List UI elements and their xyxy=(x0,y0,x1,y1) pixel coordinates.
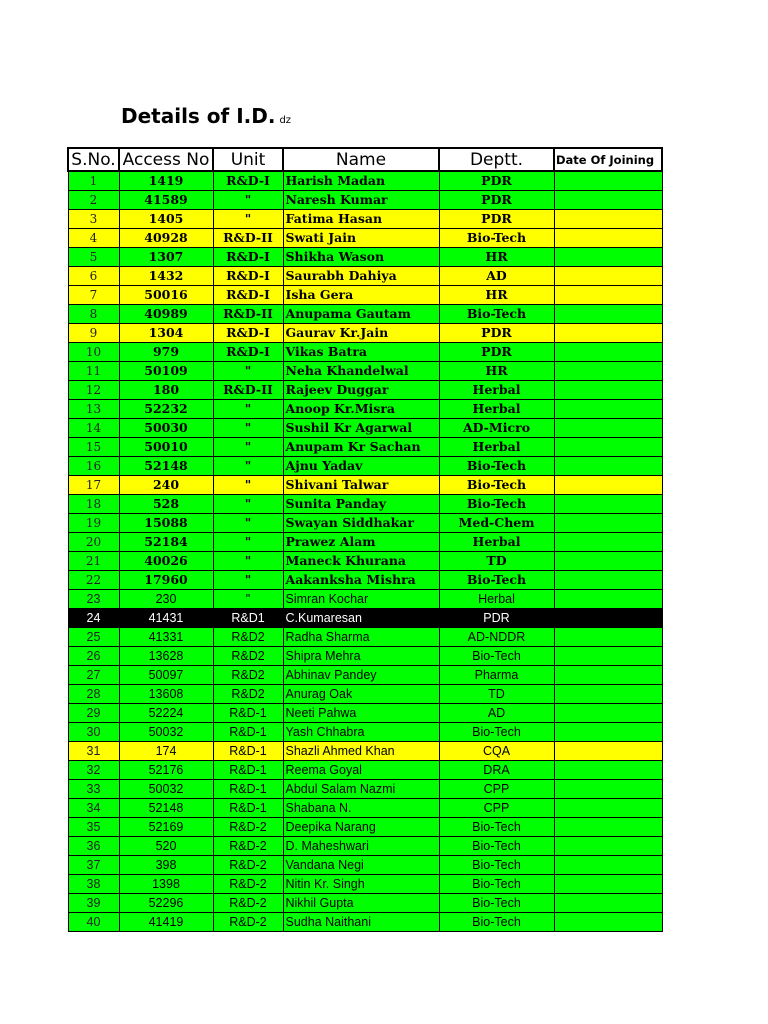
cell-unit: " xyxy=(213,457,283,476)
cell-deptt: CQA xyxy=(439,742,554,761)
cell-deptt: Bio-Tech xyxy=(439,305,554,324)
cell-deptt: CPP xyxy=(439,780,554,799)
header-sno: S.No. xyxy=(68,148,119,171)
table-row xyxy=(68,476,662,495)
table-row xyxy=(68,248,662,267)
cell-deptt: Bio-Tech xyxy=(439,723,554,742)
cell-name: Simran Kochar xyxy=(283,590,439,609)
page-title xyxy=(121,104,291,128)
cell-name: Fatima Hasan xyxy=(283,210,439,229)
cell-name: D. Maheshwari xyxy=(283,837,439,856)
cell-sno: 32 xyxy=(68,761,119,780)
cell-access-no: 52232 xyxy=(119,400,213,419)
cell-name: Shivani Talwar xyxy=(283,476,439,495)
cell-sno: 15 xyxy=(68,438,119,457)
cell-name: Maneck Khurana xyxy=(283,552,439,571)
cell-sno: 7 xyxy=(68,286,119,305)
cell-sno: 40 xyxy=(68,913,119,932)
cell-date-of-joining xyxy=(554,286,662,305)
cell-name: Naresh Kumar xyxy=(283,191,439,210)
cell-deptt: PDR xyxy=(439,609,554,628)
cell-date-of-joining xyxy=(554,837,662,856)
cell-sno: 31 xyxy=(68,742,119,761)
cell-sno: 37 xyxy=(68,856,119,875)
cell-date-of-joining xyxy=(554,171,662,191)
cell-deptt: Bio-Tech xyxy=(439,856,554,875)
cell-date-of-joining xyxy=(554,476,662,495)
table-row xyxy=(68,647,662,666)
cell-access-no: 1307 xyxy=(119,248,213,267)
cell-sno: 18 xyxy=(68,495,119,514)
table-row xyxy=(68,552,662,571)
cell-deptt: Herbal xyxy=(439,381,554,400)
table-row xyxy=(68,875,662,894)
header-row xyxy=(68,148,662,171)
cell-deptt: Herbal xyxy=(439,400,554,419)
cell-sno: 29 xyxy=(68,704,119,723)
cell-date-of-joining xyxy=(554,514,662,533)
cell-access-no: 13608 xyxy=(119,685,213,704)
cell-name: Ajnu Yadav xyxy=(283,457,439,476)
cell-name: Vandana Negi xyxy=(283,856,439,875)
cell-deptt: PDR xyxy=(439,171,554,191)
cell-unit: " xyxy=(213,191,283,210)
cell-unit: " xyxy=(213,552,283,571)
cell-deptt: HR xyxy=(439,248,554,267)
cell-date-of-joining xyxy=(554,894,662,913)
cell-date-of-joining xyxy=(554,875,662,894)
cell-unit: " xyxy=(213,438,283,457)
table-row xyxy=(68,780,662,799)
cell-sno: 6 xyxy=(68,267,119,286)
cell-sno: 19 xyxy=(68,514,119,533)
table-row xyxy=(68,723,662,742)
cell-access-no: 50032 xyxy=(119,723,213,742)
cell-date-of-joining xyxy=(554,742,662,761)
cell-unit: R&D-I xyxy=(213,324,283,343)
cell-unit: R&D-1 xyxy=(213,704,283,723)
cell-deptt: HR xyxy=(439,286,554,305)
cell-access-no: 50097 xyxy=(119,666,213,685)
cell-sno: 24 xyxy=(68,609,119,628)
cell-deptt: Bio-Tech xyxy=(439,837,554,856)
cell-deptt: Bio-Tech xyxy=(439,647,554,666)
cell-name: Radha Sharma xyxy=(283,628,439,647)
cell-deptt: Herbal xyxy=(439,438,554,457)
cell-date-of-joining xyxy=(554,818,662,837)
table-row xyxy=(68,457,662,476)
cell-unit: " xyxy=(213,533,283,552)
cell-access-no: 1398 xyxy=(119,875,213,894)
cell-date-of-joining xyxy=(554,438,662,457)
cell-name: Anupam Kr Sachan xyxy=(283,438,439,457)
cell-name: Isha Gera xyxy=(283,286,439,305)
cell-access-no: 1405 xyxy=(119,210,213,229)
cell-sno: 3 xyxy=(68,210,119,229)
cell-unit: R&D-I xyxy=(213,171,283,191)
cell-sno: 34 xyxy=(68,799,119,818)
table-row xyxy=(68,571,662,590)
cell-unit: R&D-1 xyxy=(213,780,283,799)
id-details-table xyxy=(67,147,663,932)
cell-deptt: Bio-Tech xyxy=(439,894,554,913)
cell-date-of-joining xyxy=(554,590,662,609)
cell-unit: R&D2 xyxy=(213,647,283,666)
cell-access-no: 528 xyxy=(119,495,213,514)
cell-sno: 36 xyxy=(68,837,119,856)
cell-unit: R&D-I xyxy=(213,267,283,286)
cell-unit: R&D-I xyxy=(213,248,283,267)
table-row xyxy=(68,191,662,210)
cell-sno: 39 xyxy=(68,894,119,913)
cell-name: Yash Chhabra xyxy=(283,723,439,742)
cell-deptt: Med-Chem xyxy=(439,514,554,533)
cell-deptt: Bio-Tech xyxy=(439,495,554,514)
cell-sno: 9 xyxy=(68,324,119,343)
header-date-of-joining: Date Of Joining xyxy=(554,148,662,171)
cell-date-of-joining xyxy=(554,229,662,248)
cell-name: Rajeev Duggar xyxy=(283,381,439,400)
table-row xyxy=(68,286,662,305)
cell-name: Shipra Mehra xyxy=(283,647,439,666)
cell-name: Sunita Panday xyxy=(283,495,439,514)
cell-date-of-joining xyxy=(554,609,662,628)
cell-name: C.Kumaresan xyxy=(283,609,439,628)
table-row xyxy=(68,400,662,419)
cell-sno: 35 xyxy=(68,818,119,837)
cell-unit: R&D-II xyxy=(213,229,283,248)
cell-name: Anurag Oak xyxy=(283,685,439,704)
cell-access-no: 52148 xyxy=(119,457,213,476)
cell-unit: " xyxy=(213,571,283,590)
cell-name: Sudha Naithani xyxy=(283,913,439,932)
cell-date-of-joining xyxy=(554,381,662,400)
cell-name: Sushil Kr Agarwal xyxy=(283,419,439,438)
cell-access-no: 50030 xyxy=(119,419,213,438)
cell-date-of-joining xyxy=(554,704,662,723)
table-row xyxy=(68,799,662,818)
cell-date-of-joining xyxy=(554,571,662,590)
cell-date-of-joining xyxy=(554,552,662,571)
cell-date-of-joining xyxy=(554,210,662,229)
table-row xyxy=(68,742,662,761)
cell-date-of-joining xyxy=(554,400,662,419)
table-row xyxy=(68,628,662,647)
cell-unit: R&D1 xyxy=(213,609,283,628)
cell-name: Shazli Ahmed Khan xyxy=(283,742,439,761)
cell-access-no: 398 xyxy=(119,856,213,875)
cell-unit: R&D-I xyxy=(213,286,283,305)
cell-deptt: HR xyxy=(439,362,554,381)
cell-date-of-joining xyxy=(554,419,662,438)
table-row xyxy=(68,229,662,248)
cell-sno: 13 xyxy=(68,400,119,419)
cell-deptt: AD xyxy=(439,704,554,723)
cell-name: Prawez Alam xyxy=(283,533,439,552)
table-row xyxy=(68,343,662,362)
cell-date-of-joining xyxy=(554,324,662,343)
table-row xyxy=(68,210,662,229)
cell-sno: 10 xyxy=(68,343,119,362)
cell-unit: R&D-1 xyxy=(213,761,283,780)
title-suffix: dz xyxy=(279,115,292,126)
cell-sno: 20 xyxy=(68,533,119,552)
cell-deptt: TD xyxy=(439,685,554,704)
cell-access-no: 15088 xyxy=(119,514,213,533)
header-deptt: Deptt. xyxy=(439,148,554,171)
table-row xyxy=(68,495,662,514)
cell-unit: R&D-1 xyxy=(213,742,283,761)
cell-access-no: 40928 xyxy=(119,229,213,248)
cell-deptt: PDR xyxy=(439,343,554,362)
cell-date-of-joining xyxy=(554,305,662,324)
cell-access-no: 50010 xyxy=(119,438,213,457)
cell-sno: 28 xyxy=(68,685,119,704)
cell-access-no: 52176 xyxy=(119,761,213,780)
cell-deptt: Herbal xyxy=(439,533,554,552)
cell-name: Nikhil Gupta xyxy=(283,894,439,913)
cell-name: Harish Madan xyxy=(283,171,439,191)
cell-date-of-joining xyxy=(554,248,662,267)
cell-access-no: 41331 xyxy=(119,628,213,647)
cell-unit: R&D-II xyxy=(213,305,283,324)
cell-date-of-joining xyxy=(554,533,662,552)
cell-deptt: Pharma xyxy=(439,666,554,685)
cell-name: Swati Jain xyxy=(283,229,439,248)
cell-unit: " xyxy=(213,514,283,533)
cell-sno: 26 xyxy=(68,647,119,666)
cell-deptt: PDR xyxy=(439,210,554,229)
cell-sno: 14 xyxy=(68,419,119,438)
cell-date-of-joining xyxy=(554,362,662,381)
cell-access-no: 180 xyxy=(119,381,213,400)
cell-access-no: 40989 xyxy=(119,305,213,324)
cell-date-of-joining xyxy=(554,343,662,362)
table-row xyxy=(68,533,662,552)
cell-access-no: 50109 xyxy=(119,362,213,381)
cell-date-of-joining xyxy=(554,666,662,685)
cell-sno: 27 xyxy=(68,666,119,685)
table-row xyxy=(68,856,662,875)
cell-name: Abdul Salam Nazmi xyxy=(283,780,439,799)
cell-deptt: DRA xyxy=(439,761,554,780)
table-row xyxy=(68,837,662,856)
cell-name: Deepika Narang xyxy=(283,818,439,837)
table-row xyxy=(68,362,662,381)
cell-name: Shikha Wason xyxy=(283,248,439,267)
cell-name: Shabana N. xyxy=(283,799,439,818)
cell-unit: " xyxy=(213,362,283,381)
cell-sno: 12 xyxy=(68,381,119,400)
cell-deptt: AD-Micro xyxy=(439,419,554,438)
cell-sno: 21 xyxy=(68,552,119,571)
cell-unit: R&D-2 xyxy=(213,913,283,932)
cell-name: Reema Goyal xyxy=(283,761,439,780)
cell-deptt: Bio-Tech xyxy=(439,476,554,495)
cell-name: Anoop Kr.Misra xyxy=(283,400,439,419)
cell-date-of-joining xyxy=(554,267,662,286)
cell-unit: R&D-2 xyxy=(213,837,283,856)
cell-unit: " xyxy=(213,495,283,514)
table-row xyxy=(68,438,662,457)
cell-sno: 17 xyxy=(68,476,119,495)
cell-access-no: 1432 xyxy=(119,267,213,286)
cell-deptt: Bio-Tech xyxy=(439,875,554,894)
cell-unit: R&D2 xyxy=(213,685,283,704)
cell-date-of-joining xyxy=(554,191,662,210)
cell-name: Swayan Siddhakar xyxy=(283,514,439,533)
table-row xyxy=(68,267,662,286)
cell-access-no: 40026 xyxy=(119,552,213,571)
cell-access-no: 41419 xyxy=(119,913,213,932)
table-row xyxy=(68,818,662,837)
cell-unit: R&D-II xyxy=(213,381,283,400)
cell-unit: R&D-1 xyxy=(213,799,283,818)
cell-unit: R&D-2 xyxy=(213,818,283,837)
cell-date-of-joining xyxy=(554,913,662,932)
cell-sno: 16 xyxy=(68,457,119,476)
cell-date-of-joining xyxy=(554,761,662,780)
table-row xyxy=(68,685,662,704)
cell-access-no: 13628 xyxy=(119,647,213,666)
cell-date-of-joining xyxy=(554,780,662,799)
cell-sno: 5 xyxy=(68,248,119,267)
cell-name: Anupama Gautam xyxy=(283,305,439,324)
table-row xyxy=(68,761,662,780)
cell-access-no: 979 xyxy=(119,343,213,362)
cell-name: Nitin Kr. Singh xyxy=(283,875,439,894)
cell-access-no: 50016 xyxy=(119,286,213,305)
cell-date-of-joining xyxy=(554,723,662,742)
cell-deptt: Herbal xyxy=(439,590,554,609)
cell-date-of-joining xyxy=(554,457,662,476)
header-access-no: Access No xyxy=(119,148,213,171)
cell-access-no: 17960 xyxy=(119,571,213,590)
cell-sno: 25 xyxy=(68,628,119,647)
cell-deptt: AD-NDDR xyxy=(439,628,554,647)
cell-unit: " xyxy=(213,590,283,609)
table-row xyxy=(68,894,662,913)
table-row xyxy=(68,913,662,932)
cell-deptt: TD xyxy=(439,552,554,571)
cell-deptt: Bio-Tech xyxy=(439,913,554,932)
cell-name: Neha Khandelwal xyxy=(283,362,439,381)
cell-access-no: 52169 xyxy=(119,818,213,837)
table-row xyxy=(68,666,662,685)
cell-access-no: 230 xyxy=(119,590,213,609)
cell-access-no: 520 xyxy=(119,837,213,856)
cell-unit: " xyxy=(213,419,283,438)
cell-sno: 33 xyxy=(68,780,119,799)
cell-access-no: 41589 xyxy=(119,191,213,210)
cell-unit: " xyxy=(213,210,283,229)
cell-sno: 2 xyxy=(68,191,119,210)
cell-deptt: CPP xyxy=(439,799,554,818)
cell-access-no: 50032 xyxy=(119,780,213,799)
table-row xyxy=(68,609,662,628)
cell-unit: R&D-2 xyxy=(213,856,283,875)
cell-access-no: 52148 xyxy=(119,799,213,818)
cell-date-of-joining xyxy=(554,685,662,704)
table-row xyxy=(68,514,662,533)
header-unit: Unit xyxy=(213,148,283,171)
cell-deptt: Bio-Tech xyxy=(439,571,554,590)
cell-name: Neeti Pahwa xyxy=(283,704,439,723)
cell-access-no: 240 xyxy=(119,476,213,495)
cell-sno: 38 xyxy=(68,875,119,894)
cell-name: Abhinav Pandey xyxy=(283,666,439,685)
table-row xyxy=(68,305,662,324)
cell-access-no: 1419 xyxy=(119,171,213,191)
title-text: Details of I.D. xyxy=(121,104,276,128)
cell-access-no: 41431 xyxy=(119,609,213,628)
cell-unit: R&D-I xyxy=(213,343,283,362)
cell-unit: R&D2 xyxy=(213,666,283,685)
cell-sno: 8 xyxy=(68,305,119,324)
cell-deptt: Bio-Tech xyxy=(439,229,554,248)
cell-name: Aakanksha Mishra xyxy=(283,571,439,590)
cell-deptt: Bio-Tech xyxy=(439,457,554,476)
cell-sno: 23 xyxy=(68,590,119,609)
cell-name: Gaurav Kr.Jain xyxy=(283,324,439,343)
cell-sno: 1 xyxy=(68,171,119,191)
cell-name: Saurabh Dahiya xyxy=(283,267,439,286)
cell-unit: R&D-1 xyxy=(213,723,283,742)
table-row xyxy=(68,381,662,400)
cell-sno: 30 xyxy=(68,723,119,742)
header-name: Name xyxy=(283,148,439,171)
cell-name: Vikas Batra xyxy=(283,343,439,362)
cell-date-of-joining xyxy=(554,856,662,875)
table-row xyxy=(68,419,662,438)
cell-unit: R&D-2 xyxy=(213,875,283,894)
cell-sno: 11 xyxy=(68,362,119,381)
cell-access-no: 52224 xyxy=(119,704,213,723)
cell-access-no: 52296 xyxy=(119,894,213,913)
cell-access-no: 52184 xyxy=(119,533,213,552)
cell-date-of-joining xyxy=(554,628,662,647)
cell-deptt: PDR xyxy=(439,191,554,210)
cell-sno: 22 xyxy=(68,571,119,590)
table-row xyxy=(68,590,662,609)
cell-access-no: 1304 xyxy=(119,324,213,343)
cell-deptt: Bio-Tech xyxy=(439,818,554,837)
cell-date-of-joining xyxy=(554,647,662,666)
cell-date-of-joining xyxy=(554,495,662,514)
table-row xyxy=(68,704,662,723)
cell-deptt: PDR xyxy=(439,324,554,343)
cell-unit: R&D-2 xyxy=(213,894,283,913)
cell-unit: " xyxy=(213,400,283,419)
cell-unit: " xyxy=(213,476,283,495)
table-row xyxy=(68,171,662,191)
cell-sno: 4 xyxy=(68,229,119,248)
cell-deptt: AD xyxy=(439,267,554,286)
cell-access-no: 174 xyxy=(119,742,213,761)
cell-date-of-joining xyxy=(554,799,662,818)
table-row xyxy=(68,324,662,343)
cell-unit: R&D2 xyxy=(213,628,283,647)
